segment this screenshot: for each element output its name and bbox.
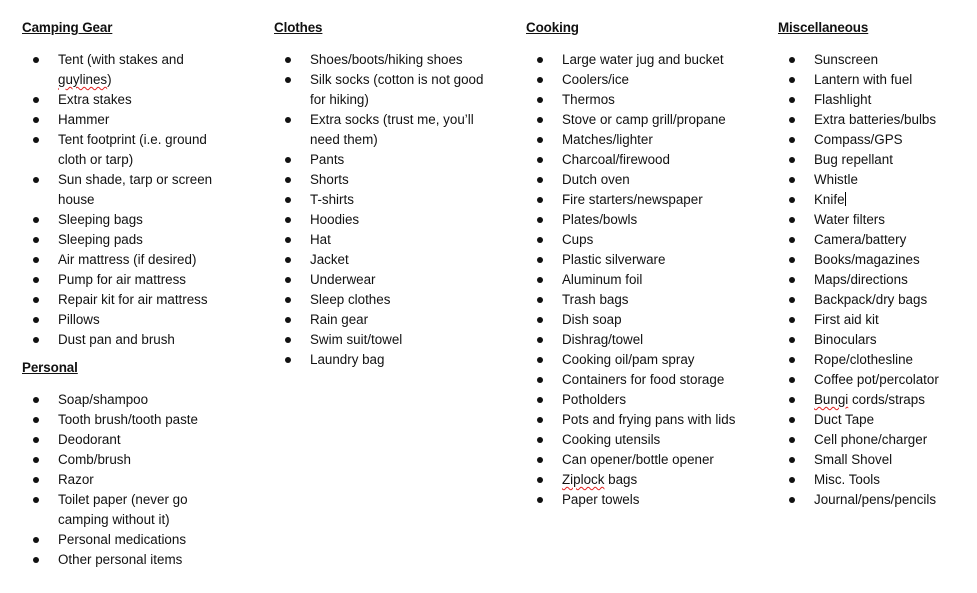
bullet-icon: [33, 437, 39, 443]
list-item[interactable]: Fire starters/newspaper: [526, 190, 737, 210]
bullet-icon: [789, 477, 795, 483]
bullet-icon: [285, 237, 291, 243]
list-item[interactable]: Whistle: [778, 170, 977, 190]
list-item[interactable]: Paper towels: [526, 490, 737, 510]
bullet-icon: [33, 277, 39, 283]
list-item[interactable]: Aluminum foil: [526, 270, 737, 290]
list-item[interactable]: Jacket: [274, 250, 485, 270]
list-item[interactable]: Dutch oven: [526, 170, 737, 190]
list-item[interactable]: Comb/brush: [22, 450, 233, 470]
heading-miscellaneous[interactable]: Miscellaneous: [778, 20, 869, 35]
bullet-icon: [285, 257, 291, 263]
list-item[interactable]: Plastic silverware: [526, 250, 737, 270]
list-item[interactable]: Extra batteries/bulbs: [778, 110, 977, 130]
bullet-icon: [537, 377, 543, 383]
bullet-icon: [285, 357, 291, 363]
bullet-icon: [537, 277, 543, 283]
list-item[interactable]: Matches/lighter: [526, 130, 737, 150]
bullet-icon: [537, 337, 543, 343]
bullet-icon: [789, 197, 795, 203]
list-item[interactable]: Dishrag/towel: [526, 330, 737, 350]
list-item[interactable]: Books/magazines: [778, 250, 977, 270]
bullet-icon: [537, 97, 543, 103]
bullet-icon: [33, 337, 39, 343]
list-miscellaneous: [778, 50, 977, 510]
bullet-icon: [789, 57, 795, 63]
bullet-icon: [285, 197, 291, 203]
bullet-icon: [789, 277, 795, 283]
bullet-icon: [789, 397, 795, 403]
bullet-icon: [33, 97, 39, 103]
list-item[interactable]: Camera/battery: [778, 230, 977, 250]
list-item[interactable]: Pants: [274, 150, 485, 170]
bullet-icon: [33, 177, 39, 183]
list-item[interactable]: Coffee pot/percolator: [778, 370, 977, 390]
list-item[interactable]: Dish soap: [526, 310, 737, 330]
list-item[interactable]: Small Shovel: [778, 450, 977, 470]
bullet-icon: [537, 397, 543, 403]
bullet-icon: [789, 337, 795, 343]
bullet-icon: [537, 357, 543, 363]
bullet-icon: [537, 217, 543, 223]
list-item[interactable]: T-shirts: [274, 190, 485, 210]
bullet-icon: [537, 157, 543, 163]
bullet-icon: [537, 257, 543, 263]
list-item[interactable]: Coolers/ice: [526, 70, 737, 90]
list-item[interactable]: Rain gear: [274, 310, 485, 330]
bullet-icon: [537, 117, 543, 123]
list-camping-gear: [22, 50, 233, 350]
list-item[interactable]: Knife: [778, 190, 977, 210]
bullet-icon: [285, 337, 291, 343]
bullet-icon: [789, 217, 795, 223]
list-item[interactable]: Toilet paper (never go camping without it): [22, 490, 233, 530]
bullet-icon: [285, 77, 291, 83]
bullet-icon: [285, 297, 291, 303]
bullet-icon: [285, 277, 291, 283]
bullet-icon: [33, 297, 39, 303]
list-item[interactable]: Extra socks (trust me, you’ll need them): [274, 110, 485, 150]
list-item[interactable]: Air mattress (if desired): [22, 250, 233, 270]
list-item[interactable]: Thermos: [526, 90, 737, 110]
list-item[interactable]: Hat: [274, 230, 485, 250]
list-item[interactable]: Can opener/bottle opener: [526, 450, 737, 470]
list-item[interactable]: Bungi cords/straps: [778, 390, 977, 410]
list-item[interactable]: Lantern with fuel: [778, 70, 977, 90]
list-item[interactable]: Large water jug and bucket: [526, 50, 737, 70]
list-item[interactable]: Journal/pens/pencils: [778, 490, 977, 510]
bullet-icon: [789, 177, 795, 183]
bullet-icon: [537, 77, 543, 83]
bullet-icon: [33, 237, 39, 243]
bullet-icon: [789, 417, 795, 423]
list-item[interactable]: Water filters: [778, 210, 977, 230]
bullet-icon: [537, 297, 543, 303]
list-item[interactable]: Other personal items: [22, 550, 233, 570]
heading-cooking[interactable]: Cooking: [526, 20, 579, 35]
bullet-icon: [537, 457, 543, 463]
bullet-icon: [285, 57, 291, 63]
list-item[interactable]: Shorts: [274, 170, 485, 190]
bullet-icon: [537, 477, 543, 483]
list-item[interactable]: Swim suit/towel: [274, 330, 485, 350]
list-item[interactable]: Flashlight: [778, 90, 977, 110]
bullet-icon: [789, 157, 795, 163]
list-item[interactable]: Repair kit for air mattress: [22, 290, 233, 310]
bullet-icon: [789, 257, 795, 263]
heading-clothes[interactable]: Clothes: [274, 20, 323, 35]
list-item[interactable]: Sleeping pads: [22, 230, 233, 250]
list-item[interactable]: Cooking utensils: [526, 430, 737, 450]
list-item[interactable]: Shoes/boots/hiking shoes: [274, 50, 485, 70]
bullet-icon: [33, 497, 39, 503]
list-item[interactable]: Compass/GPS: [778, 130, 977, 150]
bullet-icon: [33, 137, 39, 143]
bullet-icon: [33, 317, 39, 323]
bullet-icon: [33, 217, 39, 223]
bullet-icon: [33, 257, 39, 263]
bullet-icon: [285, 317, 291, 323]
list-item[interactable]: Backpack/dry bags: [778, 290, 977, 310]
list-item[interactable]: Misc. Tools: [778, 470, 977, 490]
list-item[interactable]: Tent footprint (i.e. ground cloth or tarp): [22, 130, 233, 170]
bullet-icon: [33, 417, 39, 423]
bullet-icon: [789, 457, 795, 463]
list-item[interactable]: Maps/directions: [778, 270, 977, 290]
list-item[interactable]: Deodorant: [22, 430, 233, 450]
list-item[interactable]: Cell phone/charger: [778, 430, 977, 450]
list-item[interactable]: Pillows: [22, 310, 233, 330]
list-item[interactable]: Sleep clothes: [274, 290, 485, 310]
text-cursor: [845, 192, 846, 206]
bullet-icon: [537, 417, 543, 423]
bullet-icon: [537, 197, 543, 203]
heading-camping-gear[interactable]: Camping Gear: [22, 20, 113, 35]
bullet-icon: [789, 237, 795, 243]
bullet-icon: [285, 177, 291, 183]
list-item[interactable]: Trash bags: [526, 290, 737, 310]
bullet-icon: [537, 57, 543, 63]
spellcheck-flagged-word[interactable]: Bungi: [814, 392, 849, 407]
spellcheck-flagged-word[interactable]: Ziplock: [562, 472, 605, 487]
bullet-icon: [789, 357, 795, 363]
list-item[interactable]: Underwear: [274, 270, 485, 290]
bullet-icon: [789, 317, 795, 323]
list-item[interactable]: Sun shade, tarp or screen house: [22, 170, 233, 210]
list-item[interactable]: Extra stakes: [22, 90, 233, 110]
bullet-icon: [537, 137, 543, 143]
bullet-icon: [537, 497, 543, 503]
list-item[interactable]: Pots and frying pans with lids: [526, 410, 737, 430]
list-item[interactable]: Sleeping bags: [22, 210, 233, 230]
list-item[interactable]: Personal medications: [22, 530, 233, 550]
bullet-icon: [789, 377, 795, 383]
list-item[interactable]: Tent (with stakes and guylines): [22, 50, 233, 90]
bullet-icon: [537, 317, 543, 323]
list-item[interactable]: Tooth brush/tooth paste: [22, 410, 233, 430]
spellcheck-flagged-word[interactable]: guylines: [58, 72, 108, 87]
list-item[interactable]: Ziplock bags: [526, 470, 737, 490]
list-item[interactable]: Dust pan and brush: [22, 330, 233, 350]
list-item[interactable]: Bug repellant: [778, 150, 977, 170]
bullet-icon: [33, 397, 39, 403]
bullet-icon: [789, 77, 795, 83]
list-item[interactable]: Duct Tape: [778, 410, 977, 430]
list-personal: [22, 390, 233, 570]
list-cooking: [526, 50, 737, 510]
list-item[interactable]: Hammer: [22, 110, 233, 130]
bullet-icon: [285, 157, 291, 163]
list-item[interactable]: Sunscreen: [778, 50, 977, 70]
list-item[interactable]: Cooking oil/pam spray: [526, 350, 737, 370]
bullet-icon: [33, 457, 39, 463]
list-item[interactable]: Pump for air mattress: [22, 270, 233, 290]
list-item[interactable]: Plates/bowls: [526, 210, 737, 230]
list-item[interactable]: Potholders: [526, 390, 737, 410]
bullet-icon: [789, 117, 795, 123]
list-item[interactable]: Charcoal/firewood: [526, 150, 737, 170]
bullet-icon: [285, 117, 291, 123]
bullet-icon: [33, 557, 39, 563]
bullet-icon: [537, 237, 543, 243]
list-item[interactable]: Razor: [22, 470, 233, 490]
list-item[interactable]: Laundry bag: [274, 350, 485, 370]
bullet-icon: [789, 497, 795, 503]
list-item[interactable]: Containers for food storage: [526, 370, 737, 390]
list-item[interactable]: Cups: [526, 230, 737, 250]
heading-personal[interactable]: Personal: [22, 360, 78, 375]
list-item[interactable]: Soap/shampoo: [22, 390, 233, 410]
bullet-icon: [789, 137, 795, 143]
list-item[interactable]: Stove or camp grill/propane: [526, 110, 737, 130]
bullet-icon: [285, 217, 291, 223]
bullet-icon: [33, 537, 39, 543]
bullet-icon: [33, 117, 39, 123]
list-clothes: [274, 50, 485, 370]
list-item[interactable]: Silk socks (cotton is not good for hiking): [274, 70, 485, 110]
bullet-icon: [789, 297, 795, 303]
bullet-icon: [537, 437, 543, 443]
list-item[interactable]: First aid kit: [778, 310, 977, 330]
bullet-icon: [33, 57, 39, 63]
bullet-icon: [537, 177, 543, 183]
list-item[interactable]: Hoodies: [274, 210, 485, 230]
list-item[interactable]: Binoculars: [778, 330, 977, 350]
bullet-icon: [789, 437, 795, 443]
list-item[interactable]: Rope/clothesline: [778, 350, 977, 370]
bullet-icon: [789, 97, 795, 103]
bullet-icon: [33, 477, 39, 483]
